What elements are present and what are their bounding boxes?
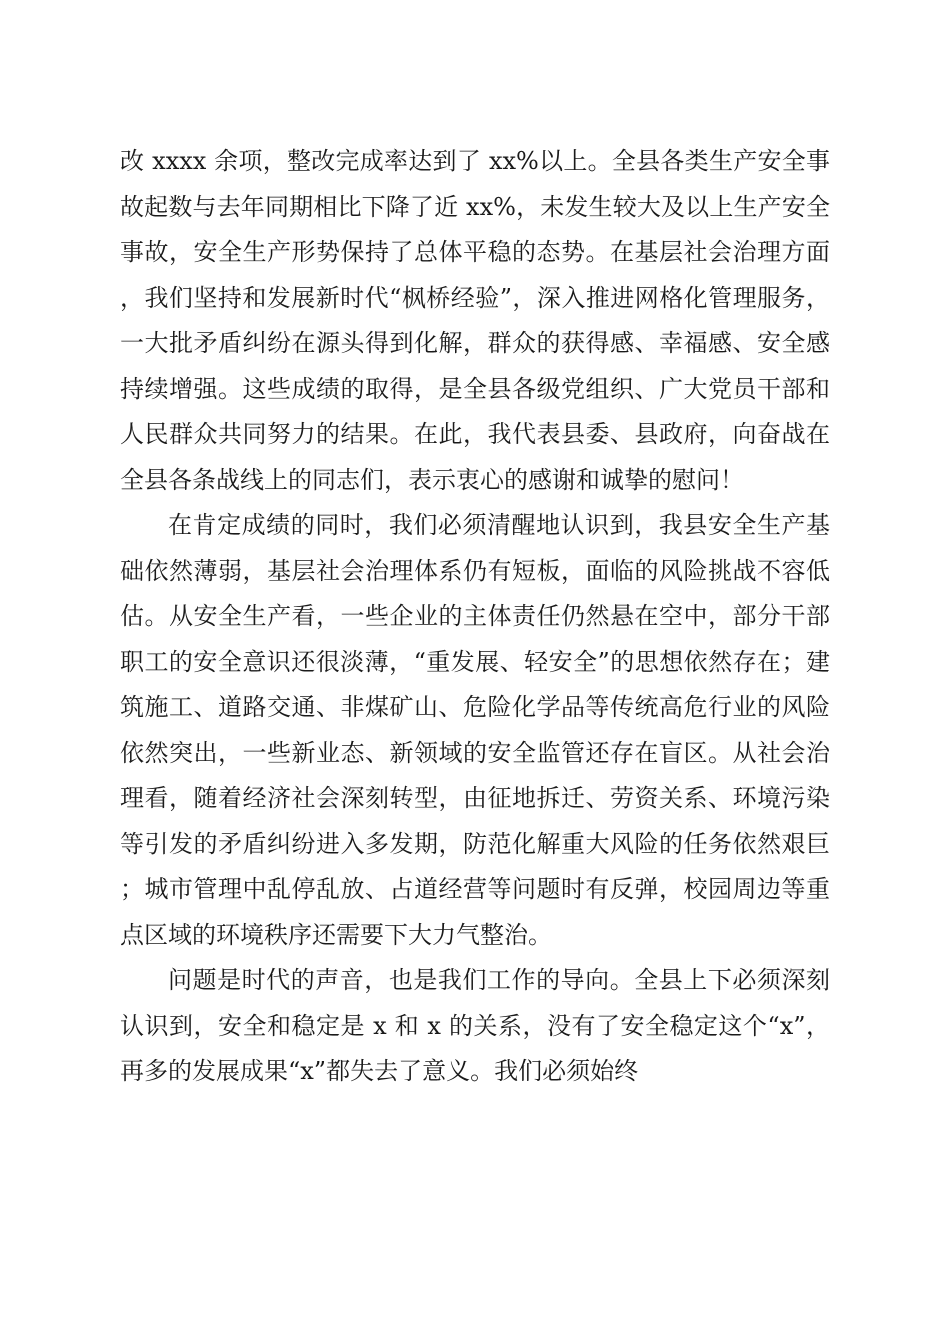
body-text bbox=[120, 139, 830, 1095]
paragraph-1: 改 xxxx 余项，整改完成率达到了 xx%以上。全县各类生产安全事故起数与去年同期相比下降了近 xx%，未发生较大及以上生产安全事故，安全生产形势保持了总体平稳的态势。在基层社会治理方面，我们坚持和发展新时代“枫桥经验”，深入推进网格化管理服务，一大批矛盾纠纷在源头得到化解，群众的获得感、幸福感、安全感持续增强。这些成绩的取得，是全县各级党组织、广大党员干部和人民群众共同努力的结果。在此，我代表县委、县政府，向奋战在全县各条战线上的同志们，表示衷心的感谢和诚挚的慰问！ bbox=[120, 147, 830, 494]
paragraph-3: 问题是时代的声音，也是我们工作的导向。全县上下必须深刻认识到，安全和稳定是 x 和 x 的关系，没有了安全稳定这个“x”，再多的发展成果“x”都失去了意义。我们必须始终 bbox=[120, 966, 830, 1085]
paragraph-2: 在肯定成绩的同时，我们必须清醒地认识到，我县安全生产基础依然薄弱，基层社会治理体系仍有短板，面临的风险挑战不容低估。从安全生产看，一些企业的主体责任仍然悬在空中，部分干部职工的安全意识还很淡薄，“重发展、轻安全”的思想依然存在；建筑施工、道路交通、非煤矿山、危险化学品等传统高危行业的风险依然突出，一些新业态、新领域的安全监管还存在盲区。从社会治理看，随着经济社会深刻转型，由征地拆迁、劳资关系、环境污染等引发的矛盾纠纷进入多发期，防范化解重大风险的任务依然艰巨；城市管理中乱停乱放、占道经营等问题时有反弹，校园周边等重点区域的环境秩序还需要下大力气整治。 bbox=[120, 511, 830, 949]
